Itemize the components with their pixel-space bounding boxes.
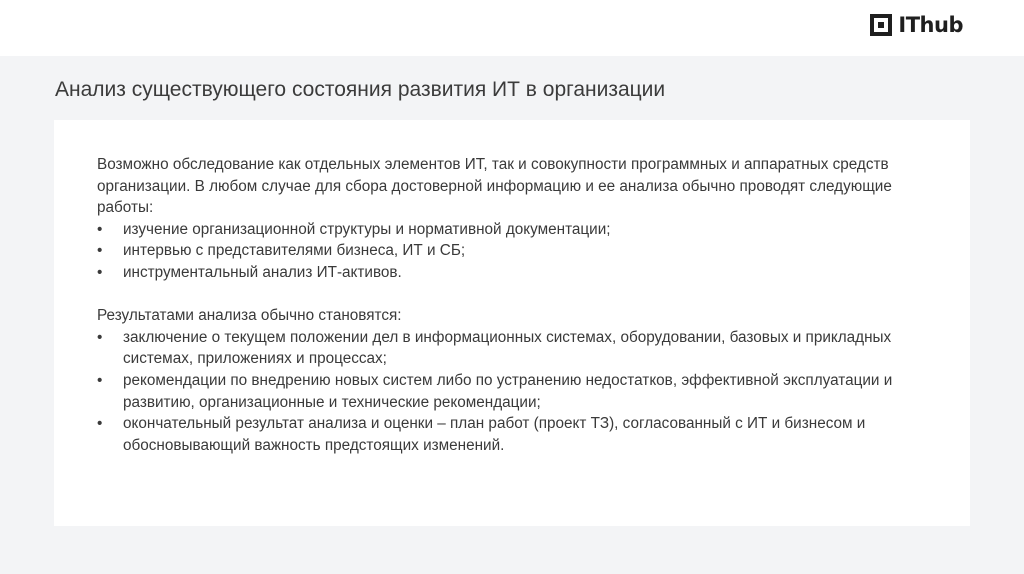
slide-title: Анализ существующего состояния развития ИТ в организации (55, 78, 666, 101)
logo-text: IThub (898, 13, 963, 37)
list-item: • изучение организационной структуры и нормативной документации; (97, 219, 917, 241)
works-list (97, 219, 917, 284)
results-list (97, 327, 917, 457)
ithub-logo (870, 14, 963, 36)
results-intro: Результатами анализа обычно становятся: (97, 307, 402, 325)
list-item: • рекомендации по внедрению новых систем либо по устранению недостатков, эффективной эксплуатации и развитию, организационные и технические рекомендации; (97, 370, 917, 413)
list-item: • интервью с представителями бизнеса, ИТ и СБ; (97, 240, 917, 262)
top-bar (0, 0, 1024, 56)
content-body (97, 154, 917, 456)
list-item: • заключение о текущем положении дел в информационных системах, оборудовании, базовых и прикладных системах, приложениях и процессах; (97, 327, 917, 370)
paragraph-spacer (97, 284, 917, 306)
intro-paragraph: Возможно обследование как отдельных элементов ИТ, так и совокупности программных и аппаратных средств организации. В любом случае для сбора достоверной информацию и ее анализа обычно проводят следующие работы: (97, 156, 892, 217)
list-item: • окончательный результат анализа и оценки – план работ (проект ТЗ), согласованный с ИТ и бизнесом и обосновывающий важность предстоящих изменений. (97, 413, 917, 456)
slide-area (0, 56, 1024, 574)
content-card (54, 120, 970, 526)
ithub-square-logo-icon (870, 14, 892, 36)
list-item: • инструментальный анализ ИТ-активов. (97, 262, 917, 284)
